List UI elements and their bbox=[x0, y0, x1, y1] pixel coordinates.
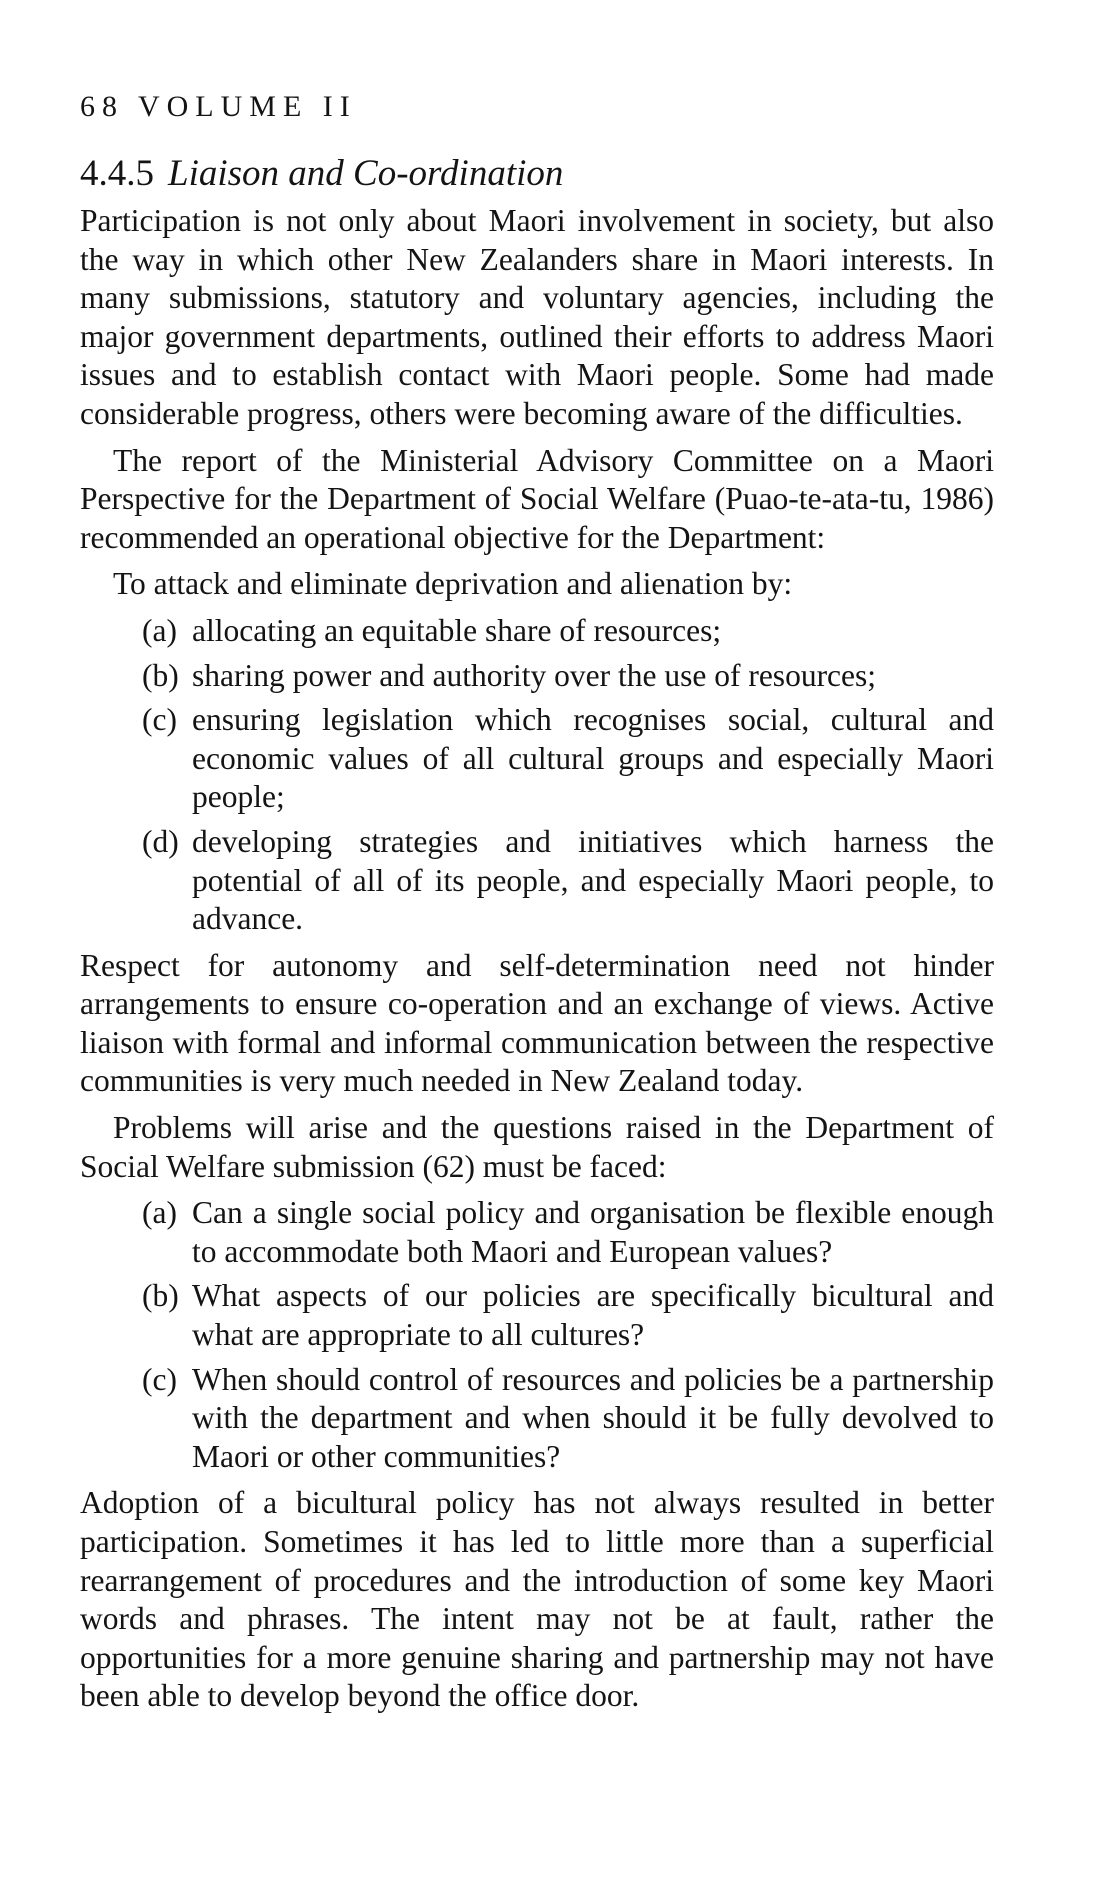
section-title: Liaison and Co-ordination bbox=[168, 153, 564, 194]
paragraph-4: Problems will arise and the questions raised in the Department of Social Welfare submission (62) must be faced: bbox=[80, 1110, 994, 1184]
objectives-list bbox=[80, 612, 994, 939]
list-item-text: Can a single social policy and organisation be flexible enough to accommodate both Maori and European values? bbox=[192, 1195, 994, 1269]
paragraph-2: The report of the Ministerial Advisory Committee on a Maori Perspective for the Department of Social Welfare (Puao-te-ata-tu, 1986) recommended an operational objective for the Department: bbox=[80, 442, 994, 555]
paragraph-1: Participation is not only about Maori involvement in society, but also the way in which other New Zealanders share in Maori interests. In many submissions, statutory and voluntary agencies, including the major government departments, outlined their efforts to address Maori issues and to establish contact with Maori people. Some had made considerable progress, others were becoming aware of the difficulties. bbox=[80, 203, 994, 431]
running-head: 68 VOLUME II bbox=[80, 90, 357, 123]
list-item-label: (b) bbox=[142, 657, 179, 693]
list-item-label: (d) bbox=[142, 823, 179, 859]
section-number: 4.4.5 bbox=[80, 153, 154, 194]
list-item bbox=[80, 657, 994, 696]
list-item bbox=[80, 612, 994, 651]
list-item-label: (c) bbox=[142, 702, 177, 738]
quote-lead: To attack and eliminate deprivation and alienation by: bbox=[113, 566, 793, 602]
document-page bbox=[80, 88, 994, 1724]
list-item-label: (c) bbox=[142, 1361, 177, 1397]
list-item-text: What aspects of our policies are specifically bicultural and what are appropriate to all cultures? bbox=[192, 1278, 994, 1353]
list-item-label: (a) bbox=[142, 1195, 177, 1231]
list-item-label: (b) bbox=[142, 1278, 179, 1314]
paragraph-5: Adoption of a bicultural policy has not always resulted in better participation. Sometimes it has led to little more than a superficial rearrangement of procedures and the introduction of some key Maori words and phrases. The intent may not be at fault, rather the opportunities for a more genuine sharing and partnership may not have been able to develop beyond the office door. bbox=[80, 1485, 994, 1714]
list-item-label: (a) bbox=[142, 612, 177, 648]
paragraph-3: Respect for autonomy and self-determination need not hinder arrangements to ensure co-operation and an exchange of views. Active liaison with formal and informal communication between the respective communities is very much needed in New Zealand today. bbox=[80, 947, 994, 1099]
list-item-text: developing strategies and initiatives which harness the potential of all of its people, and especially Maori people, to advance. bbox=[192, 823, 994, 937]
list-item-text: sharing power and authority over the use of resources; bbox=[192, 657, 877, 693]
list-item-text: When should control of resources and policies be a partnership with the department and when should it be fully devolved to Maori or other communities? bbox=[192, 1361, 994, 1474]
list-item-text: allocating an equitable share of resources; bbox=[192, 612, 722, 648]
list-item bbox=[80, 1194, 994, 1271]
questions-list bbox=[80, 1194, 994, 1476]
list-item bbox=[80, 823, 994, 939]
section-heading bbox=[80, 152, 994, 196]
list-item-text: ensuring legislation which recognises social, cultural and economic values of all cultural groups and especially Maori people; bbox=[192, 702, 994, 815]
list-item bbox=[80, 1361, 994, 1477]
list-item bbox=[80, 701, 994, 817]
list-item bbox=[80, 1277, 994, 1354]
